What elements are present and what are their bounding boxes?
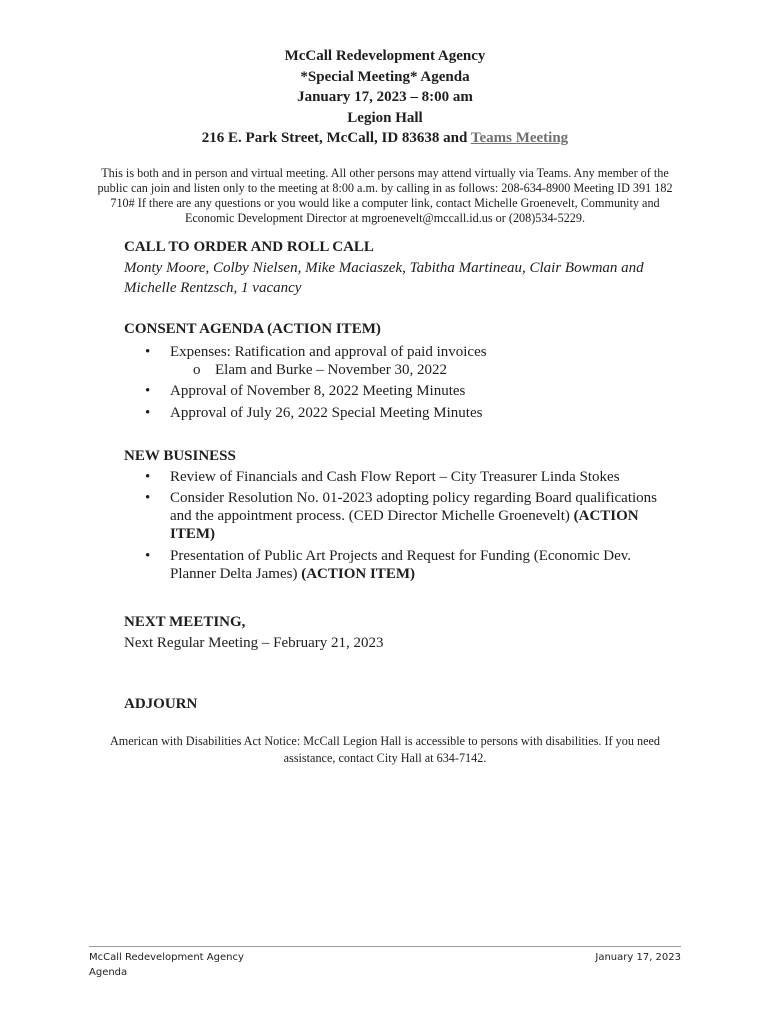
footer-left <box>89 950 244 980</box>
agenda-header <box>0 46 770 149</box>
consent-sub-list <box>170 361 684 379</box>
action-item-label: (ACTION ITEM) <box>301 565 415 582</box>
list-item-text: Expenses: Ratification and approval of paid invoices <box>170 343 487 360</box>
meeting-address <box>0 128 770 149</box>
teams-meeting-link[interactable]: Teams Meeting <box>470 130 569 146</box>
intro-paragraph: This is both and in person and virtual meeting. All other persons may attend virtually via Teams. Any member of the public can join and listen only to the meeting at 8:00 a.m. by calling in as follows: 208-634-8900 Meeting ID 391 182 710# If there are any questions or you would like a computer link, contact Michelle Groenevelt, Community and Economic Development Director at mgroenevelt@mccall.id.us or (208)534-5229. <box>97 166 673 225</box>
next-meeting-text: Next Regular Meeting – February 21, 2023 <box>124 634 384 651</box>
call-to-order-heading: CALL TO ORDER AND ROLL CALL <box>124 239 374 255</box>
next-meeting-section <box>124 612 684 653</box>
address-text: 216 E. Park Street, McCall, ID 83638 and <box>201 130 471 146</box>
new-business-heading: NEW BUSINESS <box>124 448 236 464</box>
agenda-title: *Special Meeting* Agenda <box>300 68 470 85</box>
footer-agency: McCall Redevelopment Agency <box>89 952 244 963</box>
list-item <box>124 489 684 543</box>
consent-agenda-list <box>124 343 684 422</box>
list-item: • Approval of November 8, 2022 Meeting Minutes <box>124 382 684 400</box>
call-to-order-section <box>124 237 684 299</box>
list-item <box>124 343 684 379</box>
meeting-date: January 17, 2023 – 8:00 am <box>297 89 473 105</box>
consent-agenda-section <box>124 319 684 425</box>
next-meeting-heading: NEXT MEETING, <box>124 614 246 630</box>
footer-doc-type: Agenda <box>89 967 128 978</box>
new-business-list <box>124 468 684 583</box>
list-item-text: Presentation of Public Art Projects and Request for Funding (Economic Dev. Planner Delta James) <box>170 547 632 582</box>
footer-divider <box>89 946 681 947</box>
agency-name: McCall Redevelopment Agency <box>284 48 486 64</box>
list-item <box>124 547 684 583</box>
list-item-text: Consider Resolution No. 01-2023 adopting policy regarding Board qualifications and the appointment process. (CED Director Michelle Groenevelt) <box>170 490 658 524</box>
action-item-label: (ACTION ITEM) <box>170 508 639 542</box>
new-business-section <box>124 446 684 586</box>
adjourn-section <box>124 694 684 715</box>
sub-list-item: o Elam and Burke – November 30, 2022 <box>170 361 684 379</box>
meeting-venue: Legion Hall <box>347 109 423 126</box>
adjourn-heading: ADJOURN <box>124 696 198 712</box>
ada-notice: American with Disabilities Act Notice: McCall Legion Hall is accessible to persons with disabilities. If you need assistance, contact City Hall at 634-7142. <box>109 734 660 765</box>
list-item: • Approval of July 26, 2022 Special Meeting Minutes <box>124 404 684 422</box>
consent-agenda-heading: CONSENT AGENDA (ACTION ITEM) <box>124 321 381 337</box>
roll-call-members: Monty Moore, Colby Nielsen, Mike Maciaszek, Tabitha Martineau, Clair Bowman and Michelle Rentzsch, 1 vacancy <box>124 259 644 296</box>
list-item: • Review of Financials and Cash Flow Report – City Treasurer Linda Stokes <box>124 468 684 486</box>
footer-date: January 17, 2023 <box>595 952 681 963</box>
